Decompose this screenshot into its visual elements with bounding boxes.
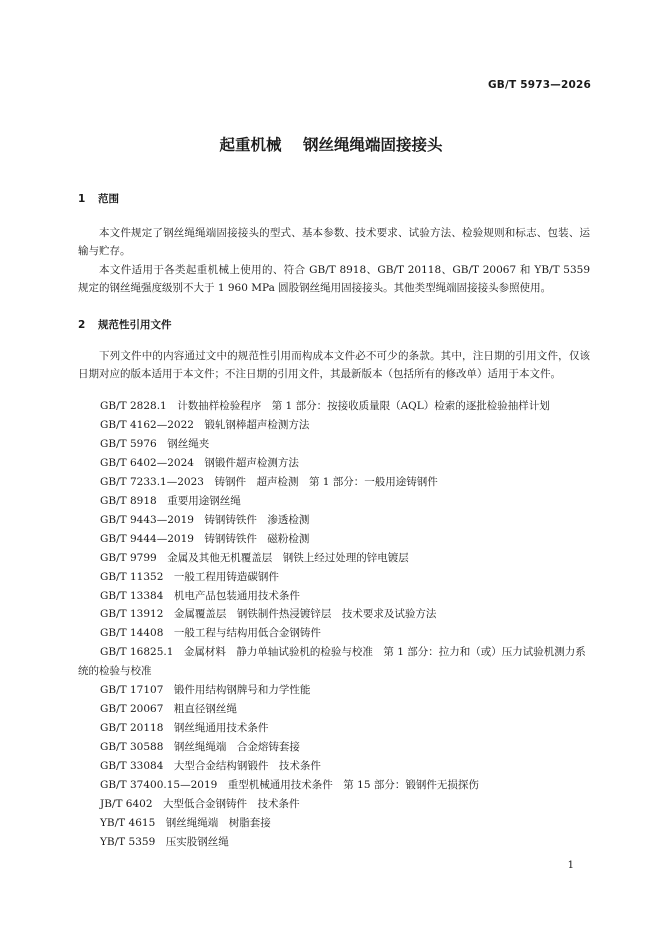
- section-1-heading: [78, 191, 119, 206]
- scope-paragraph-1: 本文件规定了钢丝绳绳端固接接头的型式、基本参数、技术要求、试验方法、检验规则和标志、包装、运输与贮存。: [78, 227, 590, 258]
- section-1-number: 1: [78, 193, 86, 205]
- reference-item: GB/T 17107 锻件用结构钢牌号和力学性能: [100, 684, 311, 697]
- reference-item: GB/T 9799 金属及其他无机覆盖层 钢铁上经过处理的锌电镀层: [100, 551, 409, 564]
- reference-item: JB/T 6402 大型低合金钢铸件 技术条件: [100, 798, 300, 811]
- standard-number: GB/T 5973—2026: [487, 79, 591, 91]
- reference-item: GB/T 13384 机电产品包装通用技术条件: [100, 589, 300, 602]
- scope-paragraph-2: 本文件适用于各类起重机械上使用的、符合 GB/T 8918、GB/T 20118、GB/T 20067 和 YB/T 5359 规定的钢丝绳强度级别不大于 1 960 MPa 圆股钢丝绳用固接接头。其他类型绳端固接接头参照使用。: [78, 264, 590, 295]
- reference-item: GB/T 30588 钢丝绳绳端 合金熔铸套接: [100, 741, 300, 754]
- reference-item: GB/T 6402—2024 钢锻件超声检测方法: [100, 456, 299, 469]
- reference-item: GB/T 9443—2019 铸钢铸铁件 渗透检测: [100, 513, 310, 526]
- reference-item: GB/T 16825.1 金属材料 静力单轴试验机的检验与校准 第 1 部分：拉力和（或）压力试验机测力系统的检验与校准: [78, 646, 586, 678]
- section-2-number: 2: [78, 319, 86, 331]
- reference-item: YB/T 4615 钢丝绳绳端 树脂套接: [100, 816, 271, 829]
- normative-references-list: [78, 397, 590, 852]
- reference-item: GB/T 11352 一般工程用铸造碳钢件: [100, 570, 279, 583]
- references-intro-paragraph: 下列文件中的内容通过文中的规范性引用而构成本文件必不可少的条款。其中，注日期的引用文件，仅该日期对应的版本适用于本文件；不注日期的引用文件，其最新版本（包括所有的修改单）适用于本文件。: [78, 350, 590, 381]
- reference-item: GB/T 20067 粗直径钢丝绳: [100, 703, 237, 716]
- reference-item: YB/T 5359 压实股钢丝绳: [100, 835, 229, 848]
- reference-item: GB/T 13912 金属覆盖层 钢铁制件热浸镀锌层 技术要求及试验方法: [100, 608, 437, 621]
- reference-item: GB/T 5976 钢丝绳夹: [100, 437, 210, 450]
- reference-item: GB/T 7233.1—2023 铸钢件 超声检测 第 1 部分：一般用途铸钢件: [100, 475, 438, 488]
- reference-item: GB/T 37400.15—2019 重型机械通用技术条件 第 15 部分：锻钢件无损探伤: [100, 779, 479, 792]
- page-number: 1: [567, 860, 574, 871]
- reference-item: GB/T 8918 重要用途钢丝绳: [100, 494, 241, 507]
- reference-item: GB/T 2828.1 计数抽样检验程序 第 1 部分：按接收质量限（AQL）检索的逐批检验抽样计划: [100, 400, 550, 412]
- reference-item: GB/T 9444—2019 铸钢铸铁件 磁粉检测: [100, 532, 310, 545]
- reference-item: GB/T 33084 大型合金结构钢锻件 技术条件: [100, 760, 321, 773]
- reference-item: GB/T 4162—2022 锻轧钢棒超声检测方法: [100, 418, 310, 431]
- section-2-title: 规范性引用文件: [98, 319, 172, 331]
- document-title: 起重机械 钢丝绳绳端固接接头: [219, 136, 443, 154]
- reference-item: GB/T 14408 一般工程与结构用低合金钢铸件: [100, 627, 321, 640]
- section-1-title: 范围: [98, 193, 119, 205]
- reference-item: GB/T 20118 钢丝绳通用技术条件: [100, 722, 269, 735]
- section-2-heading: [78, 317, 172, 332]
